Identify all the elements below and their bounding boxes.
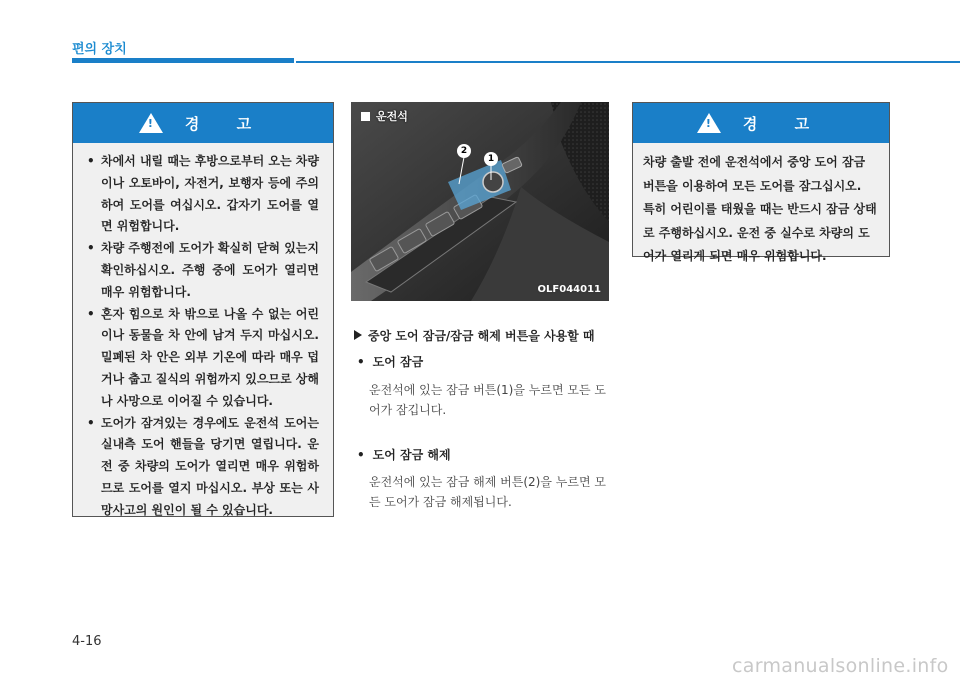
warning-item: • 혼자 힘으로 차 밖으로 나올 수 없는 어린이나 동물을 차 안에 남겨 두지 마십시오. 밀폐된 차 안은 외부 기온에 따라 매우 덥거나 춥고 질식의 위험까지 있으므로 상해나 사망으로 이어질 수 있습니다. xyxy=(85,304,319,413)
warning-box-left xyxy=(72,102,334,517)
door-switch-photo xyxy=(351,102,609,301)
callout-2: 2 xyxy=(457,144,471,158)
warning-triangle-icon: ! xyxy=(697,113,721,133)
page-number: 4-16 xyxy=(72,634,102,649)
warning-box-right xyxy=(632,102,890,263)
unlock-body: 운전석에 있는 잠금 해제 버튼(2)을 누르면 모든 도어가 잠금 해제됩니다. xyxy=(369,475,606,509)
warning-item: • 차에서 내릴 때는 후방으로부터 오는 차량이나 오토바이, 자전거, 보행자 등에 주의하여 도어를 여십시오. 갑자기 도어를 열면 위험합니다. xyxy=(85,151,319,238)
triangle-right-icon xyxy=(354,330,362,340)
watermark: carmanualsonline.info xyxy=(732,655,949,677)
bullet-icon: • xyxy=(357,355,365,369)
warning-item: • 차량 주행전에 도어가 확실히 닫혀 있는지 확인하십시오. 주행 중에 도어가 열리면 매우 위험합니다. xyxy=(85,238,319,303)
header-rule-thin xyxy=(296,61,960,63)
door-panel-illustration xyxy=(351,102,609,301)
image-label xyxy=(361,108,408,124)
lock-heading xyxy=(357,353,423,370)
section-heading xyxy=(354,327,595,344)
unlock-heading-text: 도어 잠금 해제 xyxy=(372,448,451,462)
warning-paragraph: 차량 출발 전에 운전석에서 중앙 도어 잠금 버튼을 이용하여 모든 도어를 잠그십시오. 특히 어린이를 태웠을 때는 반드시 잠금 상태로 주행하십시오. 운전 중 실수로 차량의 도어가 열리게 되면 매우 위험합니다. xyxy=(643,155,877,263)
section-title: 편의 장치 xyxy=(72,42,127,57)
warning-triangle-icon: ! xyxy=(139,113,163,133)
callout-1: 1 xyxy=(484,152,498,166)
image-label-text: 운전석 xyxy=(376,110,408,123)
warning-list xyxy=(73,143,333,522)
section-heading-text: 중앙 도어 잠금/잠금 해제 버튼을 사용할 때 xyxy=(368,329,595,343)
warning-header xyxy=(73,103,333,143)
lock-body: 운전석에 있는 잠금 버튼(1)을 누르면 모든 도어가 잠깁니다. xyxy=(369,383,606,417)
warning-title: 경 고 xyxy=(184,114,268,133)
warning-item: • 도어가 잠겨있는 경우에도 운전석 도어는 실내측 도어 핸들을 당기면 열립니다. 운전 중 차량의 도어가 열리면 매우 위험하므로 도어를 열지 마십시오. 부상 또는 사망사고의 원인이 될 수 있습니다. xyxy=(85,413,319,522)
header-rule-thick xyxy=(72,58,294,63)
unlock-heading xyxy=(357,446,451,463)
lock-heading-text: 도어 잠금 xyxy=(372,355,424,369)
warning-header xyxy=(633,103,889,143)
image-code: OLF044011 xyxy=(537,284,601,295)
label-square-icon xyxy=(361,112,370,121)
bullet-icon: • xyxy=(357,448,365,462)
warning-title: 경 고 xyxy=(742,114,826,133)
